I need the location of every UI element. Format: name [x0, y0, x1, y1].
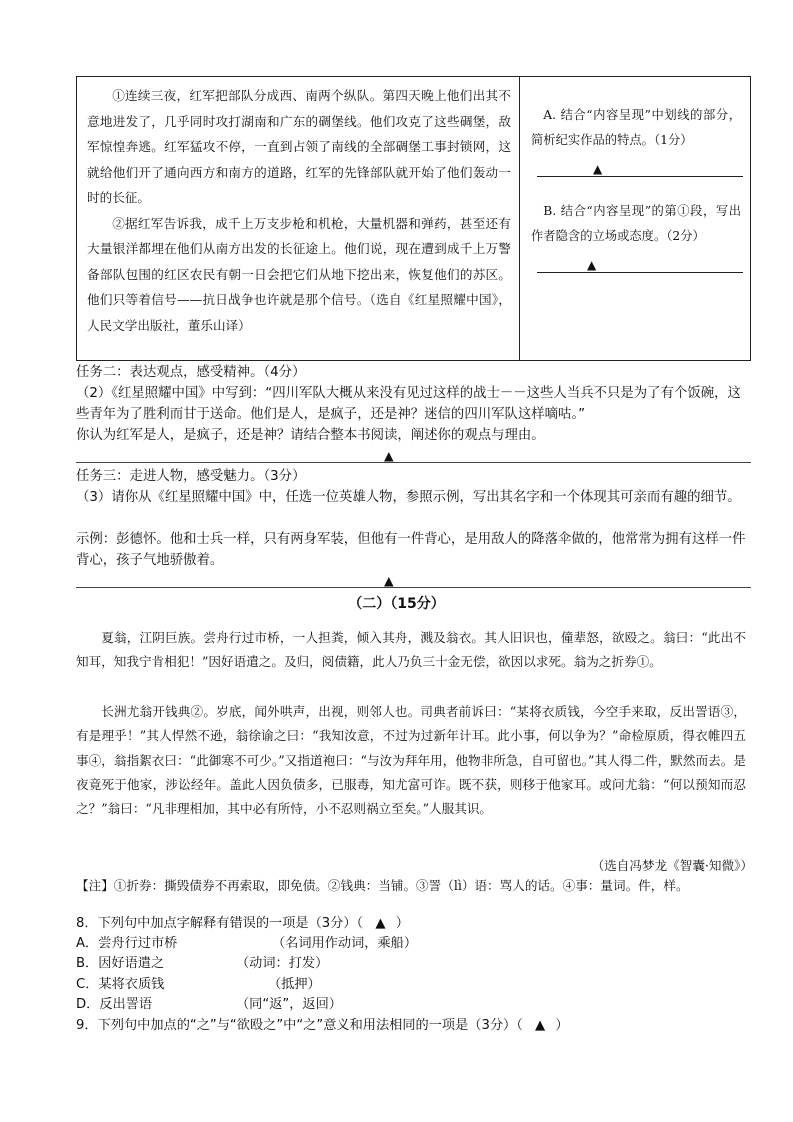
annotation-note: 【注】①折券：撕毁债券不再索取，即免债。②钱典：当铺。③詈（lì）语：骂人的话。④事：量词。件，样。: [76, 878, 689, 893]
task3-example: 示例：彭德怀。他和士兵一样，只有两身军装，但他有一件背心，是用敌人的降落伞做的，他常常为拥有这样一件背心，孩子气地骄傲着。: [76, 532, 746, 568]
answer-triangle-icon: ▲: [535, 1018, 546, 1033]
content-cell: [87, 83, 511, 338]
excerpt-paragraph-1: ①连续三夜，红军把部队分成西、南两个纵队。第四天晚上他们出其不意地进发了，几乎同时攻打湖南和广东的碉堡线。他们攻克了这些碉堡，敌军惊惶奔逃。红军猛攻不停，一直到占领了南线的全部碉堡工事封锁网，这就给他们开了通向西方和南方的道路，红军的先锋部队就开始了他们轰动一时的长征。: [87, 88, 511, 205]
task2-question: （2）《红星照耀中国》中写到：“四川军队大概从来没有见过这样的战士－－这些人当兵不只是为了有个饭碗，这些青年为了胜利而甘于送命。他们是人，是疯子，还是神？迷信的四川军队这样嘀咕。”: [76, 386, 741, 422]
answer-line-task2[interactable]: [76, 462, 751, 463]
table-divider: [519, 77, 520, 360]
q8-option-a[interactable]: A．尝舟行过市桥 （名词用作动词，乘船）: [76, 936, 418, 951]
answer-line-b[interactable]: [531, 255, 741, 273]
excerpt-paragraph-2: ②据红军告诉我，成千上万支步枪和机枪，大量机器和弹药，甚至还有大量银洋都埋在他们从南方出发的长征途上。他们说，现在遭到成千上万警备部队包围的红区农民有朝一日会把它们从地下挖出来，恢复他们的苏区。他们只等着信号——抗日战争也许就是那个信号。（选自《红星照耀中国》，人民文学出版社，董乐山译）: [87, 215, 511, 333]
classical-passage-1: 夏翁，江阴巨族。尝舟行过市桥，一人担粪，倾入其舟，溅及翁衣。其人旧识也，僮辈怒，欲殴之。翁曰：“此出不知耳，知我宁肯相犯！”因好语遣之。及归，阅债籍，此人乃负三十金无偿，欲因以求死。翁为之折券①。: [76, 630, 746, 670]
question-cell: [531, 103, 741, 273]
answer-triangle-icon: ▲: [384, 573, 394, 588]
answer-line-task3[interactable]: [76, 587, 751, 588]
answer-triangle-icon: ▲: [587, 258, 597, 272]
answer-triangle-icon: ▲: [593, 162, 603, 176]
answer-triangle-icon: ▲: [375, 916, 386, 931]
q9-stem: 9．下列句中加点的“之”与“欲殴之”中“之”意义和用法相同的一项是（3分）（ ▲ ）: [76, 1018, 569, 1033]
q8-option-d[interactable]: D．反出詈语 （同“返”，返回）: [76, 997, 342, 1012]
reading-table: [76, 76, 751, 361]
answer-triangle-icon: ▲: [384, 448, 394, 463]
answer-line-a[interactable]: [531, 159, 741, 177]
q8-option-c[interactable]: C．某将衣质钱 （抵押）: [76, 977, 321, 992]
task3-question: （3）请你从《红星照耀中国》中，任选一位英雄人物，参照示例，写出其名字和一个体现其可亲而有趣的细节。: [76, 490, 741, 505]
question-a: A. 结合“内容呈现”中划线的部分，简析纪实作品的特点。（1分）: [531, 108, 741, 147]
task2-ask: 你认为红军是人，是疯子，还是神？请结合整本书阅读，阐述你的观点与理由。: [76, 428, 545, 443]
classical-passage-2: 长洲尤翁开钱典②。岁底，闻外哄声，出视，则邻人也。司典者前诉曰：“某将衣质钱，今空手来取，反出詈语③，有是理乎！”其人悍然不逊，翁徐谕之曰：“我知汝意，不过为过新年计耳。此小事，何以争为？”命检原质，得衣帷四五事④，翁指絮衣曰：“此御寒不可少。”又指道袍曰：“与汝为拜年用，他物非所急，自可留也。”其人得二件，默然而去。是夜竟死于他家，涉讼经年。盖此人因负债多，已服毒，知尤富可诈。既不获，则移于他家耳。或问尤翁：“何以预知而忍之？”翁曰：“凡非理相加，其中必有所恃，小不忍则祸立至矣。”人服其识。: [76, 704, 746, 817]
task3-title: 任务三：走进人物，感受魅力。（3分）: [76, 469, 306, 484]
task2-title: 任务二：表达观点，感受精神。（4分）: [76, 365, 306, 380]
q8-option-b[interactable]: B．因好语遣之 （动词：打发）: [76, 956, 329, 971]
question-b: B. 结合“内容呈现”的第①段，写出作者隐含的立场或态度。（2分）: [531, 204, 741, 243]
q8-stem: 8．下列句中加点字解释有错误的一项是（3分）（ ▲ ）: [76, 916, 409, 931]
passage-source: （选自冯梦龙《智囊·知微》）: [591, 858, 753, 873]
section-title: （二）（15分）: [348, 596, 445, 612]
